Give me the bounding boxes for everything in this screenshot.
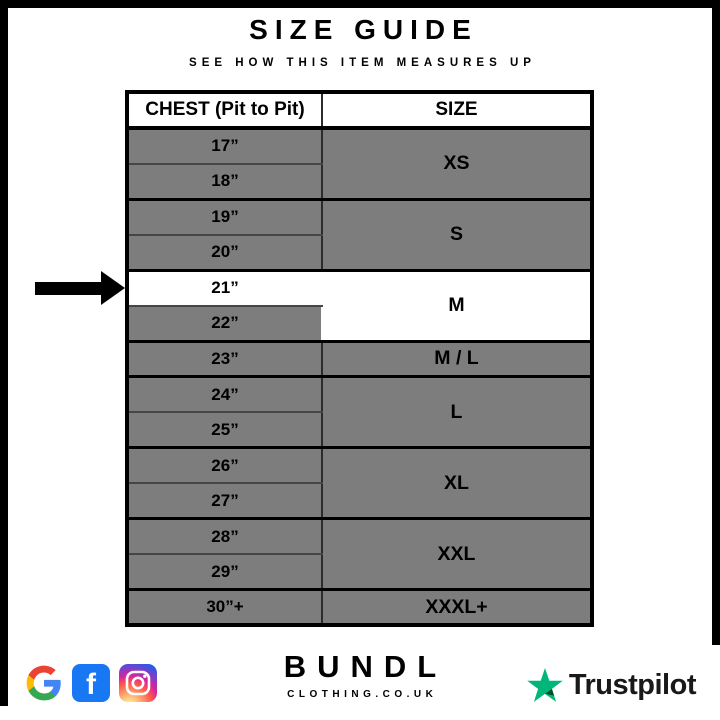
chest-cell: 29”: [127, 554, 322, 590]
trustpilot-label: Trustpilot: [568, 668, 696, 701]
chest-cell: 18”: [127, 164, 322, 200]
frame-border-right: [712, 0, 720, 645]
brand-name: BUNDL: [283, 649, 448, 684]
table-row: [127, 590, 592, 626]
page-title: SIZE GUIDE: [249, 14, 478, 45]
table-row: [127, 270, 592, 306]
table-row: [127, 448, 592, 484]
chest-cell: 30”+: [127, 590, 322, 626]
table-row: [127, 128, 592, 164]
size-cell: XXXL+: [322, 590, 592, 626]
chest-cell: 25”: [127, 412, 322, 448]
chest-cell: 28”: [127, 519, 322, 555]
size-cell: XS: [322, 128, 592, 199]
chest-cell: 26”: [127, 448, 322, 484]
size-cell: XL: [322, 448, 592, 519]
chest-cell: 21”: [127, 270, 322, 306]
chest-cell: 23”: [127, 341, 322, 377]
table-row: [127, 199, 592, 235]
selection-arrow: [35, 271, 125, 305]
chest-cell: 22”: [127, 306, 322, 342]
column-header-size: SIZE: [322, 92, 592, 128]
table-header-row: [127, 92, 592, 128]
selection-arrow-shaft: [35, 282, 102, 295]
table-row: [127, 377, 592, 413]
selection-arrow-head: [101, 271, 125, 305]
size-cell: M / L: [322, 341, 592, 377]
size-cell: XXL: [322, 519, 592, 590]
chest-cell: 27”: [127, 483, 322, 519]
chest-cell: 24”: [127, 377, 322, 413]
chest-cell: 19”: [127, 199, 322, 235]
table-row: [127, 341, 592, 377]
frame-border-top: [0, 0, 720, 8]
trustpilot-star-icon: [527, 668, 563, 702]
trustpilot-logo: [527, 668, 696, 702]
page-subtitle: SEE HOW THIS ITEM MEASURES UP: [189, 57, 536, 69]
facebook-icon: f: [72, 664, 110, 702]
brand-domain: CLOTHING.CO.UK: [287, 689, 438, 700]
chest-cell: 20”: [127, 235, 322, 271]
size-cell: L: [322, 377, 592, 448]
frame-border-left: [0, 0, 8, 706]
size-table-body: [127, 128, 592, 625]
column-header-chest: CHEST (Pit to Pit): [127, 92, 322, 128]
size-guide-table: [125, 90, 594, 627]
chest-cell: 17”: [127, 128, 322, 164]
size-cell: S: [322, 199, 592, 270]
table-row: [127, 519, 592, 555]
size-cell: M: [322, 270, 592, 341]
